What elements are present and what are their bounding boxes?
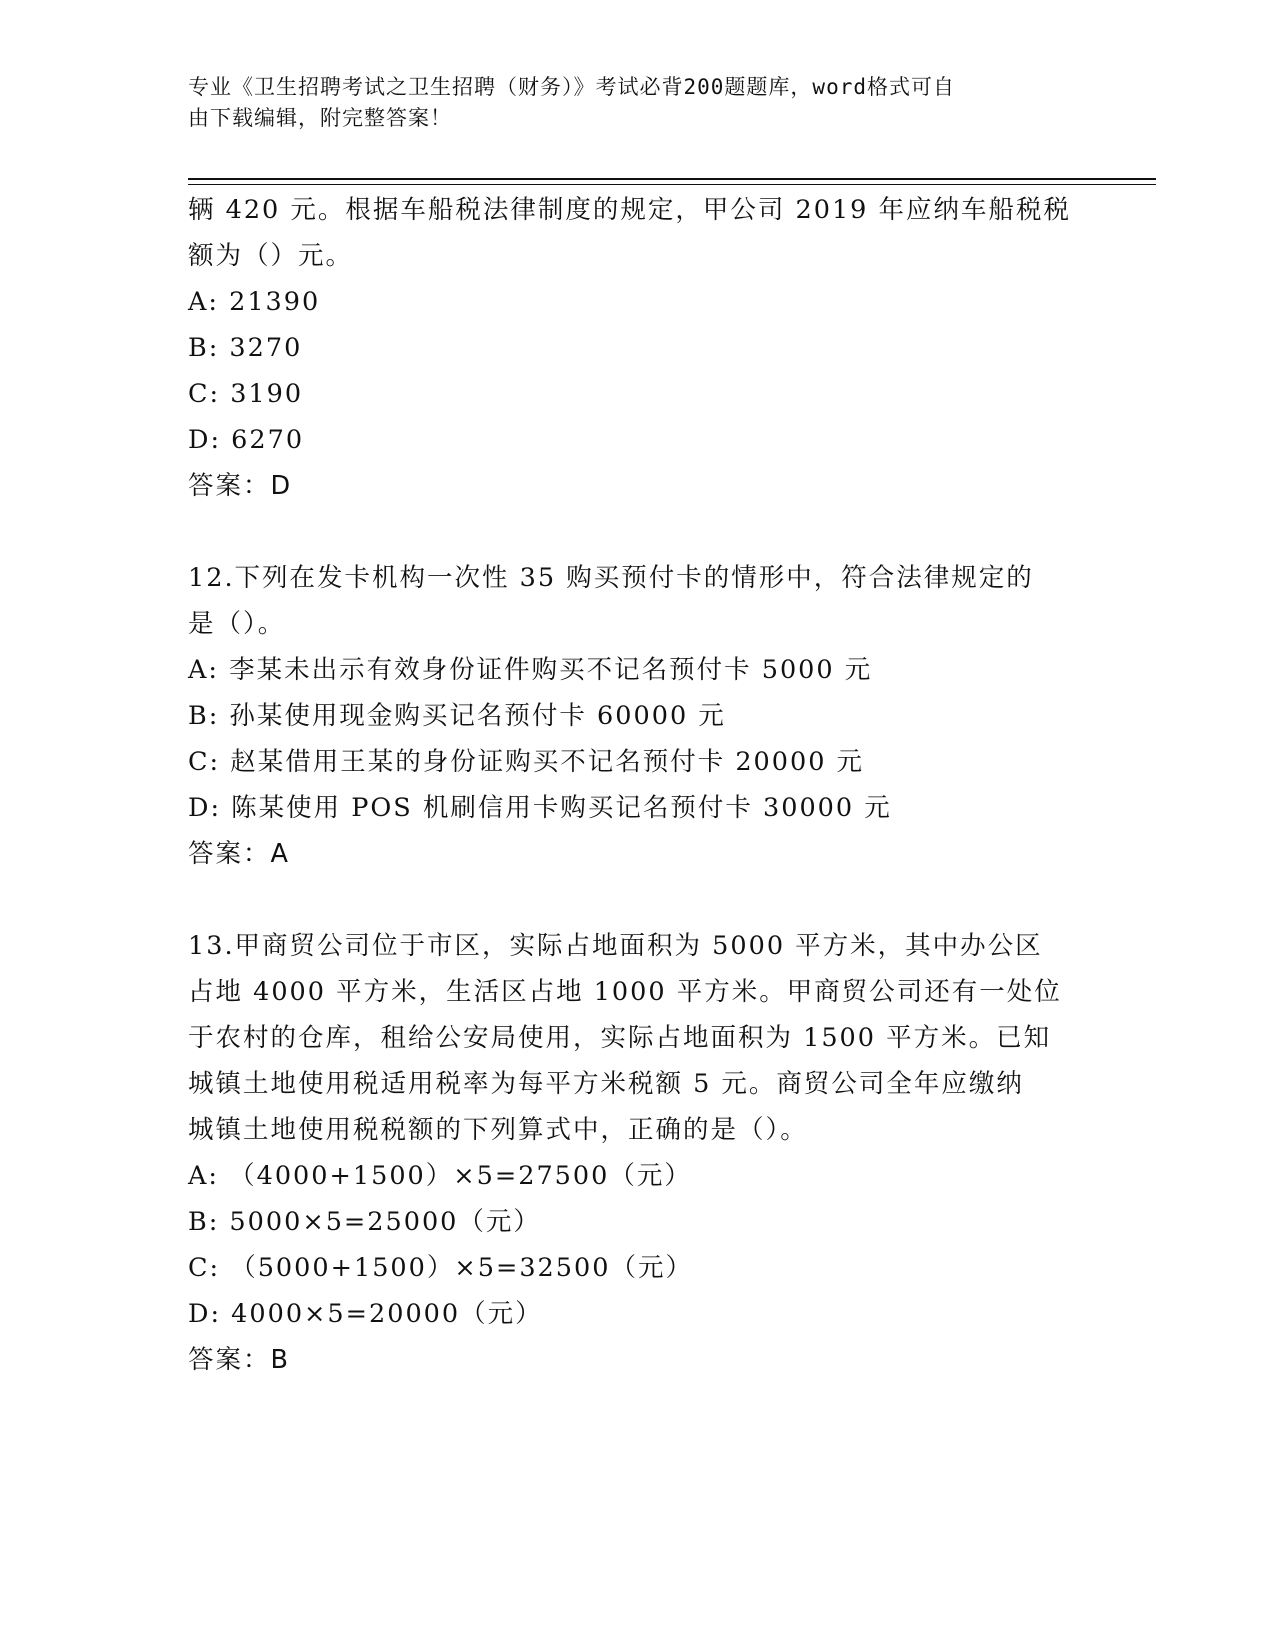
question-stem-line: 城镇土地使用税税额的下列算式中，正确的是（）。	[188, 1115, 808, 1145]
header-line-1: 专业《卫生招聘考试之卫生招聘（财务）》考试必背200题题库，word格式可自	[188, 75, 955, 99]
option-d: D: 6270	[188, 425, 305, 455]
option-a: A: 21390	[188, 287, 321, 317]
header-line-2: 由下载编辑，附完整答案！	[188, 106, 452, 130]
answer-line: 答案：A	[188, 839, 290, 869]
option-a: A: 李某未出示有效身份证件购买不记名预付卡 5000 元	[188, 655, 873, 685]
spacer	[188, 877, 1088, 923]
spacer	[188, 509, 1088, 555]
question-stem-line: 于农村的仓库，租给公安局使用，实际占地面积为 1500 平方米。已知	[188, 1023, 1052, 1053]
document-header	[188, 72, 1088, 134]
option-b: B: 3270	[188, 333, 303, 363]
option-b: B: 5000×5=25000（元）	[188, 1207, 541, 1237]
question-stem-line: 占地 4000 平方米，生活区占地 1000 平方米。甲商贸公司还有一处位	[188, 977, 1062, 1007]
header-rule-thin	[188, 184, 1156, 185]
question-stem-line: 13.甲商贸公司位于市区，实际占地面积为 5000 平方米，其中办公区	[188, 931, 1043, 961]
answer-line: 答案：D	[188, 471, 293, 501]
option-c: C: （5000+1500）×5=32500（元）	[188, 1253, 693, 1283]
question-stem-line: 12.下列在发卡机构一次性 35 购买预付卡的情形中，符合法律规定的	[188, 563, 1034, 593]
header-rule-thick	[188, 178, 1156, 180]
question-stem-line: 是（）。	[188, 609, 286, 639]
question-11	[188, 187, 1088, 509]
option-a: A: （4000+1500）×5=27500（元）	[188, 1161, 692, 1191]
option-d: D: 4000×5=20000（元）	[188, 1299, 543, 1329]
question-13	[188, 923, 1088, 1383]
question-stem-line: 辆 420 元。根据车船税法律制度的规定，甲公司 2019 年应纳车船税税	[188, 195, 1071, 225]
question-stem-line: 额为（）元。	[188, 241, 354, 271]
question-12	[188, 555, 1088, 877]
question-stem-line: 城镇土地使用税适用税率为每平方米税额 5 元。商贸公司全年应缴纳	[188, 1069, 1024, 1099]
option-b: B: 孙某使用现金购买记名预付卡 60000 元	[188, 701, 726, 731]
option-c: C: 赵某借用王某的身份证购买不记名预付卡 20000 元	[188, 747, 865, 777]
answer-line: 答案：B	[188, 1345, 290, 1375]
option-d: D: 陈某使用 POS 机刷信用卡购买记名预付卡 30000 元	[188, 793, 892, 823]
option-c: C: 3190	[188, 379, 304, 409]
document-body	[188, 187, 1088, 1383]
